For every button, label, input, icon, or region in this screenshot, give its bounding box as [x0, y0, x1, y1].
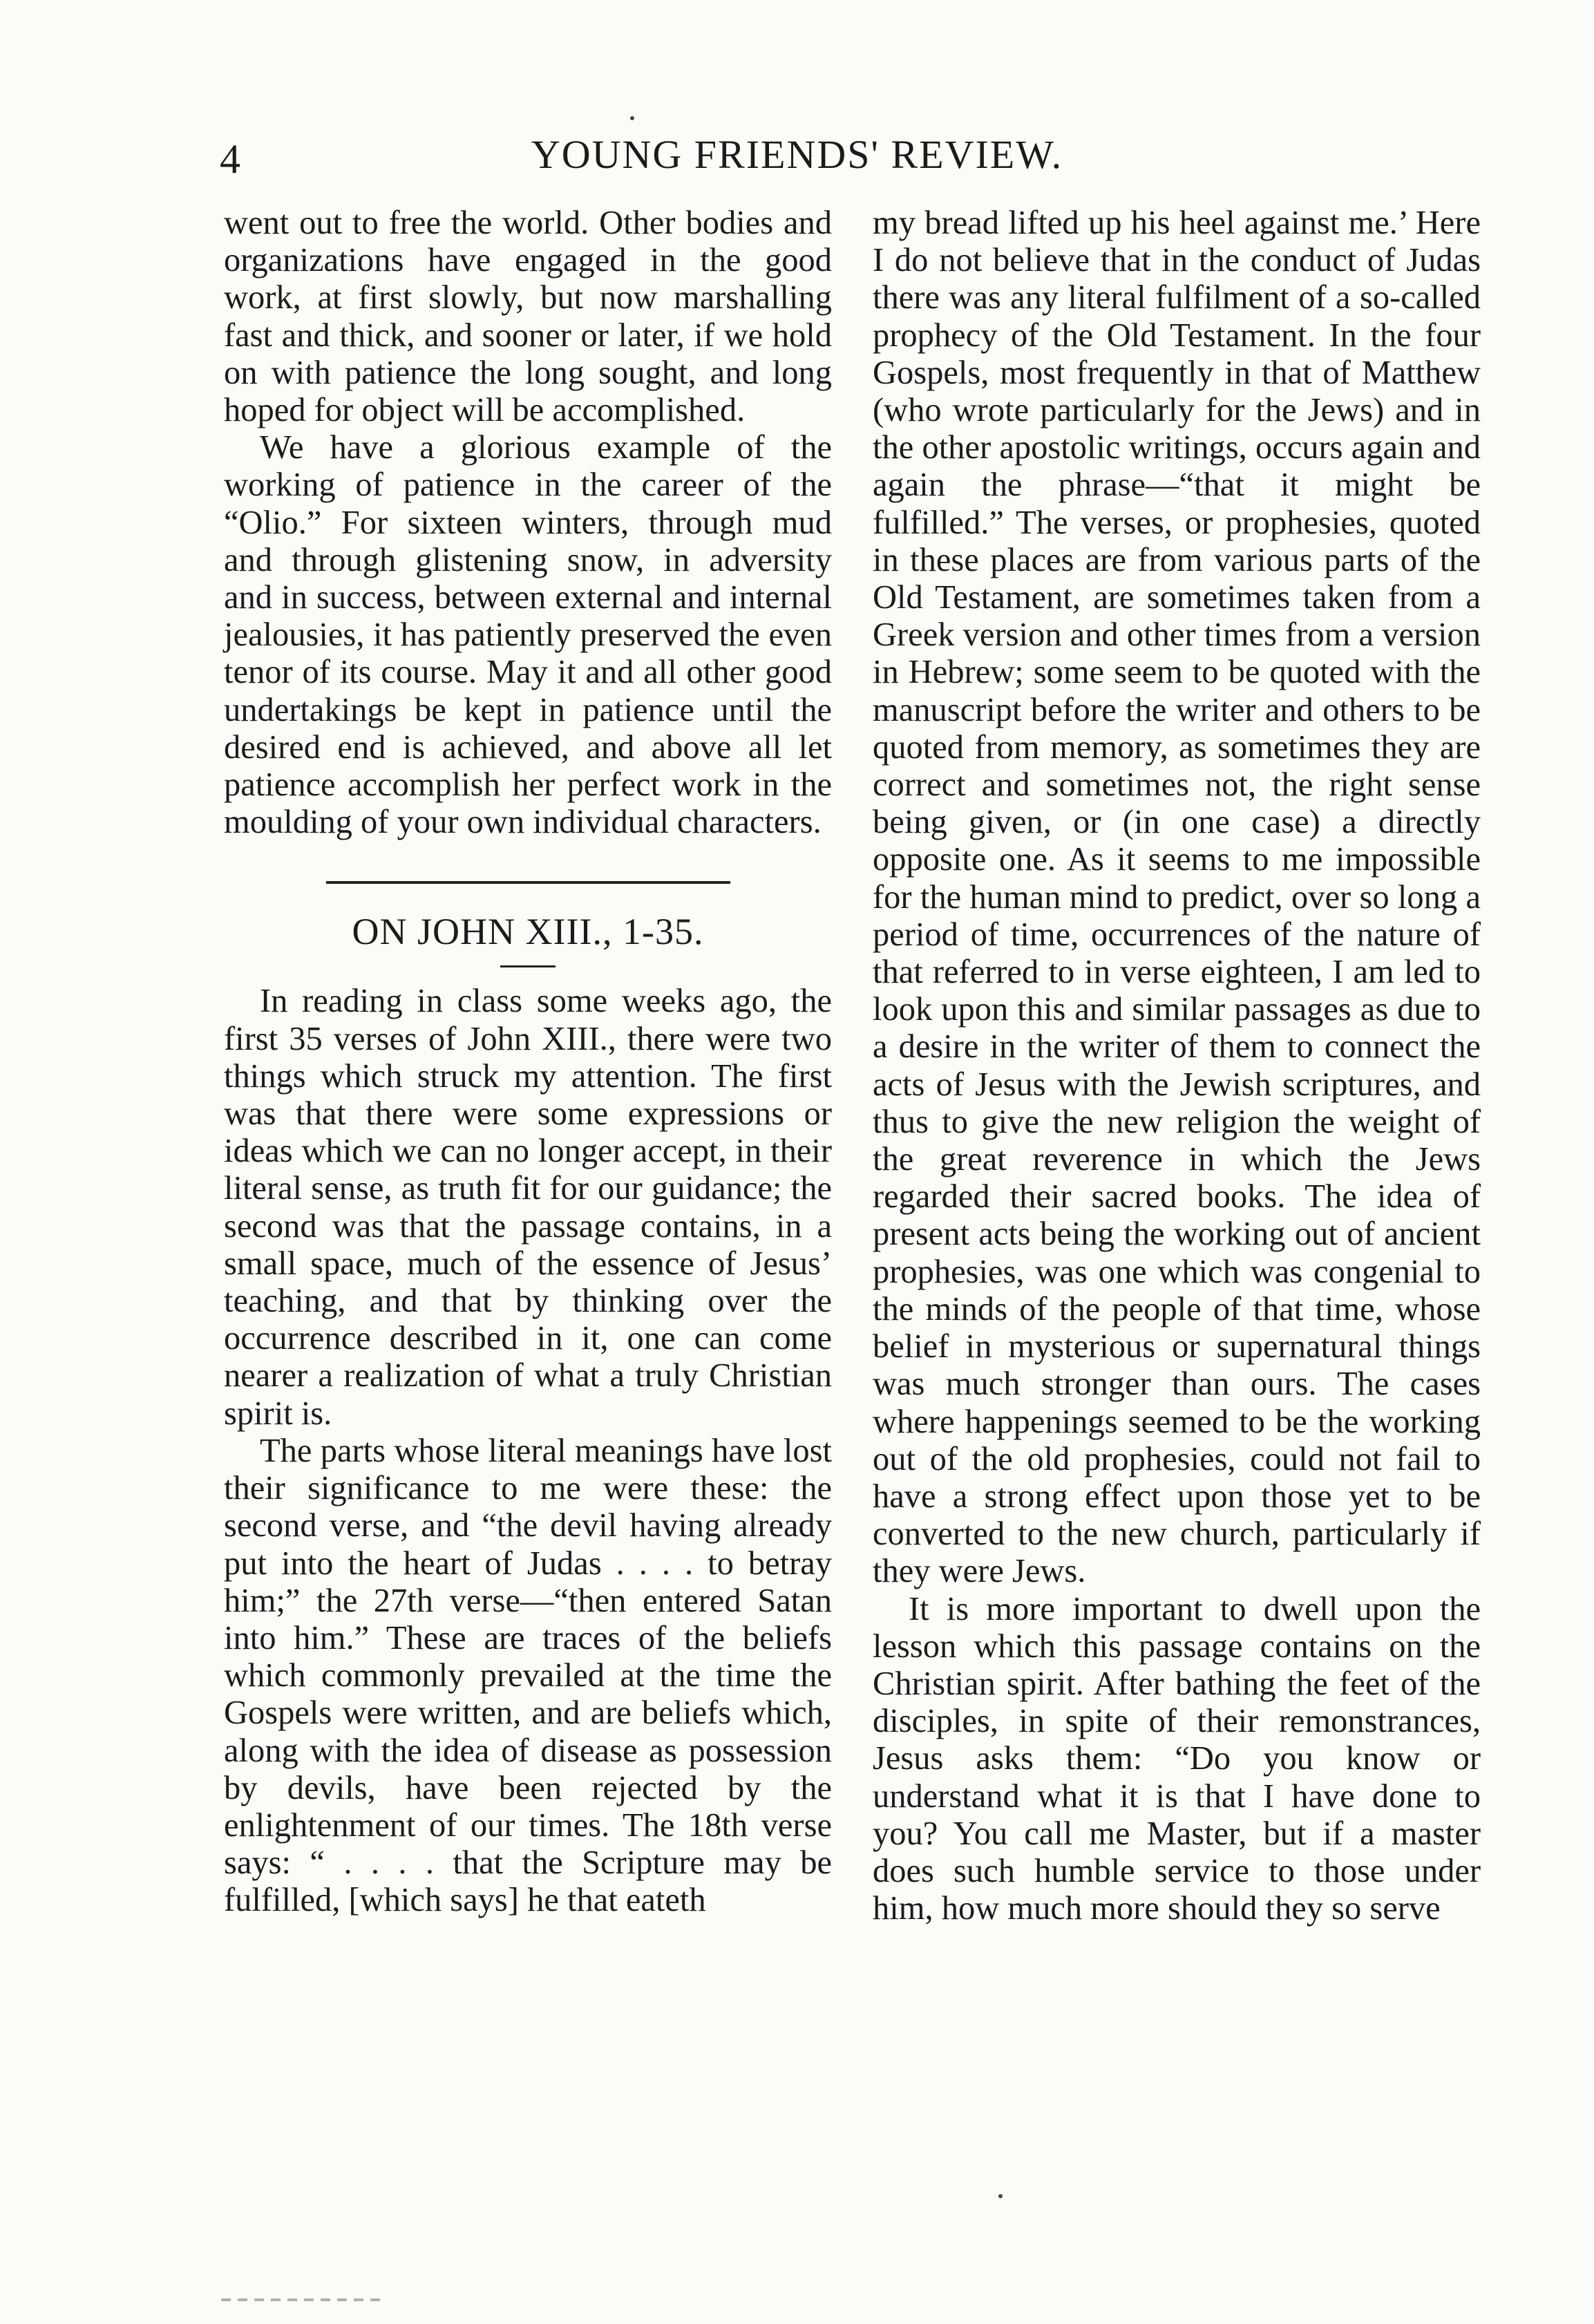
page-number: 4 [220, 136, 240, 182]
print-smudge [221, 2298, 387, 2301]
left-column [224, 205, 832, 1920]
page-header [0, 129, 1594, 191]
running-title: YOUNG FRIENDS' REVIEW. [531, 132, 1063, 177]
section-title: ON JOHN XIII., 1-35. [352, 911, 704, 953]
paragraph: went out to free the world. Other bodies and organizations have engaged in the good work, at first slowly, but now marshalling fast and thick, and sooner or later, if we hold on with patience the long sought, and long hoped for object will be accomplished. [224, 205, 832, 429]
print-speck [630, 116, 634, 120]
print-speck [998, 2194, 1003, 2198]
paragraph: We have a glorious example of the working of patience in the career of the “Olio.” For sixteen winters, through mud and through glistening snow, in adversity and in success, between external and internal jealousies, it has patiently preserved the even tenor of its course. May it and all other good undertakings be kept in patience until the desired end is achieved, and above all let patience accomplish her perfect work in the moulding of your own individual characters. [224, 429, 832, 841]
paragraph: In reading in class some weeks ago, the first 35 verses of John XIII., there were two things which struck my attention. The first was that there were some expressions or ideas which we can no longer accept, in their literal sense, as truth fit for our guidance; the second was that the passage contains, in a small space, much of the essence of Jesus’ teaching, and that by thinking over the occurrence described in it, one can come nearer a realization of what a truly Christian spirit is. [224, 983, 832, 1432]
section-divider [326, 881, 730, 884]
paragraph: The parts whose literal meanings have lost their significance to me were these: the second verse, and “the devil having already put into the heart of Judas . . . . to betray him;” the 27th verse—“then entered Satan into him.” These are traces of the beliefs which commonly prevailed at the time the Gospels were written, and are beliefs which, along with the idea of disease as possession by devils, have been rejected by the enlightenment of our times. The 18th verse says: “ . . . . that the Scripture may be fulfilled, [which says] he that eateth [224, 1432, 832, 1919]
title-underline [500, 965, 556, 967]
paragraph: It is more important to dwell upon the lesson which this passage contains on the Christian spirit. After bathing the feet of the disciples, in spite of their remonstrances, Jesus asks them: “Do you know or understand what it is that I have done to you? You call me Master, but if a master does such humble service to those under him, how much more should they so serve [873, 1590, 1481, 1927]
right-column [873, 205, 1481, 1927]
paragraph: my bread lifted up his heel against me.’ Here I do not believe that in the conduct of Judas there was any literal fulfilment of a so-called prophecy of the Old Testament. In the four Gospels, most frequently in that of Matthew (who wrote particularly for the Jews) and in the other apostolic writings, occurs again and again the phrase—“that it might be fulfilled.” The verses, or prophesies, quoted in these places are from various parts of the Old Testament, are sometimes taken from a Greek version and other times from a version in Hebrew; some seem to be quoted with the manuscript before the writer and others to be quoted from memory, as sometimes they are correct and sometimes not, the right sense being given, or (in one case) a directly opposite one. As it seems to me impossible for the human mind to predict, over so long a period of time, occurrences of the nature of that referred to in verse eighteen, I am led to look upon this and similar passages as due to a desire in the writer of them to connect the acts of Jesus with the Jewish scriptures, and thus to give the new religion the weight of the great reverence in which the Jews regarded their sacred books. The idea of present acts being the working out of ancient prophesies, was one which was congenial to the minds of the people of that time, whose belief in mysterious or supernatural things was much stronger than ours. The cases where happenings seemed to be the working out of the old prophesies, could not fail to have a strong effect upon those yet to be converted to the new church, particularly if they were Jews. [873, 205, 1481, 1590]
